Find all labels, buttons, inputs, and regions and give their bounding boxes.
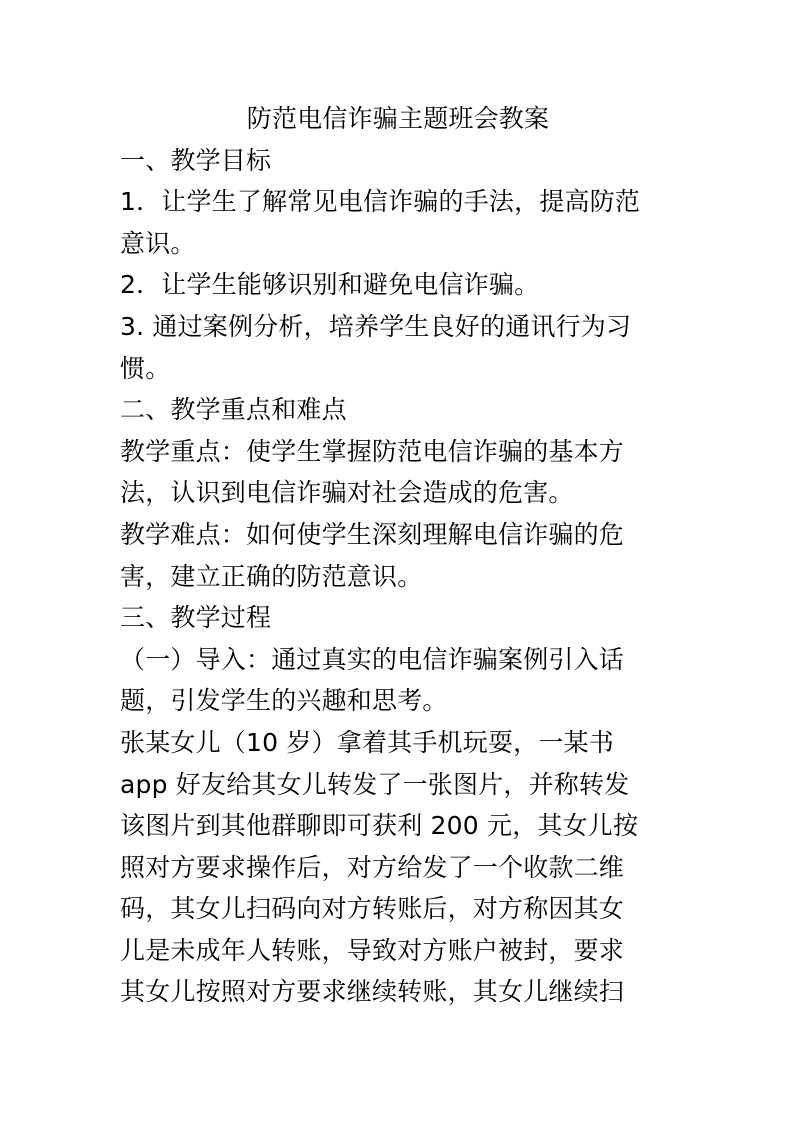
introduction-line-1: （一）导入：通过真实的电信诈骗案例引入话 — [120, 644, 625, 674]
key-point-line-2: 法，认识到电信诈骗对社会造成的危害。 — [120, 478, 574, 508]
section-heading-objectives: 一、教学目标 — [120, 145, 272, 175]
case-line-1: 张某女儿（10 岁）拿着其手机玩耍，一某书 — [120, 727, 614, 757]
section-heading-process: 三、教学过程 — [120, 603, 272, 633]
document-body — [120, 98, 676, 1013]
objective-1-line-2: 意识。 — [120, 228, 196, 258]
objective-3-line-1: 3. 通过案例分析，培养学生良好的通讯行为习 — [120, 311, 632, 341]
objective-3-line-2: 惯。 — [120, 353, 171, 383]
case-line-2: app 好友给其女儿转发了一张图片，并称转发 — [120, 769, 630, 799]
case-line-4: 照对方要求操作后，对方给发了一个收款二维 — [120, 852, 625, 882]
objective-1-line-1: 1．让学生了解常见电信诈骗的手法，提高防范 — [120, 187, 641, 217]
case-line-6: 儿是未成年人转账，导致对方账户被封，要求 — [120, 935, 625, 965]
case-line-7: 其女儿按照对方要求继续转账，其女儿继续扫 — [120, 977, 625, 1007]
section-heading-key-points: 二、教学重点和难点 — [120, 395, 347, 425]
difficulty-line-2: 害，建立正确的防范意识。 — [120, 561, 423, 591]
key-point-line-1: 教学重点：使学生掌握防范电信诈骗的基本方 — [120, 436, 625, 466]
difficulty-line-1: 教学难点：如何使学生深刻理解电信诈骗的危 — [120, 519, 625, 549]
case-line-3: 该图片到其他群聊即可获利 200 元，其女儿按 — [120, 811, 639, 841]
document-title: 防范电信诈骗主题班会教案 — [246, 104, 550, 133]
case-line-5: 码，其女儿扫码向对方转账后，对方称因其女 — [120, 894, 625, 924]
introduction-line-2: 题，引发学生的兴趣和思考。 — [120, 686, 448, 716]
objective-2: 2．让学生能够识别和避免电信诈骗。 — [120, 270, 540, 300]
